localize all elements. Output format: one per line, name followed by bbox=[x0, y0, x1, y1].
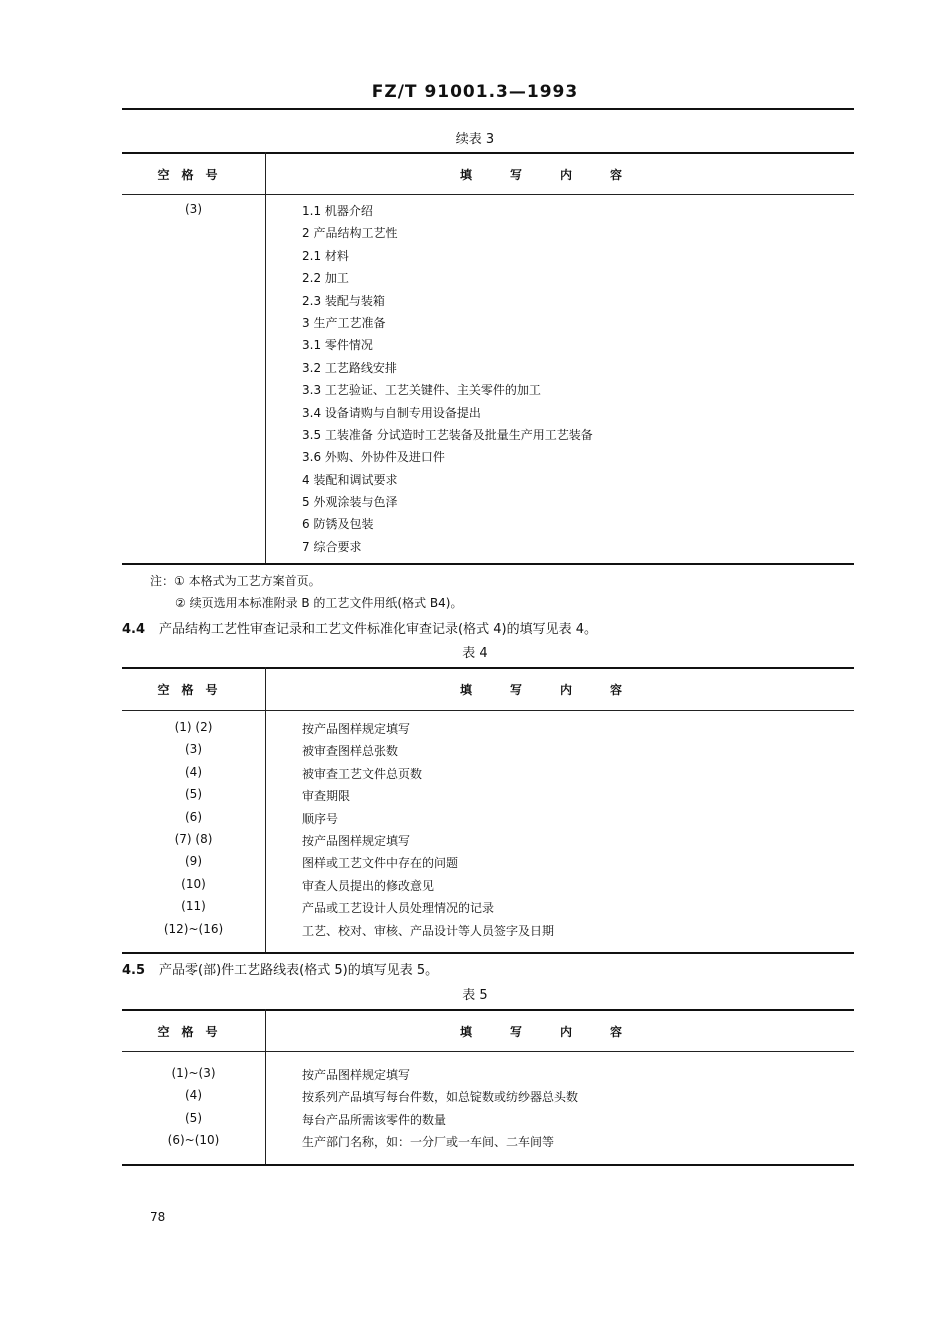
row-value: 3.3 工艺验证、工艺关键件、主关零件的加工 bbox=[302, 383, 541, 398]
row-key: (7) (8) bbox=[174, 831, 213, 846]
table5-head-rule bbox=[122, 1051, 854, 1052]
table-row bbox=[122, 829, 854, 851]
row-value: 3.2 工艺路线安排 bbox=[302, 360, 397, 375]
table-row bbox=[122, 378, 854, 400]
row-key: (10) bbox=[181, 876, 206, 891]
row-value: 1.1 机器介绍 bbox=[302, 204, 373, 218]
row-key: (1) (2) bbox=[174, 720, 213, 734]
table-row bbox=[122, 445, 854, 467]
row-value: 2.1 材料 bbox=[302, 248, 349, 263]
table-row bbox=[122, 896, 854, 918]
table-row bbox=[122, 717, 854, 739]
table5-col-right: 填写内容 bbox=[459, 1025, 660, 1039]
table-row bbox=[122, 1108, 854, 1130]
table5-caption: 表 5 bbox=[462, 988, 488, 1003]
table-row bbox=[122, 423, 854, 445]
table-row bbox=[122, 244, 854, 266]
row-value: 生产部门名称，如：一分厂或一车间、二车间等 bbox=[302, 1135, 555, 1150]
section-text: 产品零(部)件工艺路线表(格式 5)的填写见表 5。 bbox=[159, 963, 439, 978]
row-value: 每台产品所需该零件的数量 bbox=[302, 1112, 447, 1127]
page-number: 78 bbox=[150, 1210, 166, 1224]
table5-col-left: 空格号 bbox=[157, 1025, 230, 1039]
row-value: 按产品图样规定填写 bbox=[302, 833, 411, 848]
row-value: 4 装配和调试要求 bbox=[302, 472, 398, 487]
table4-bottom-rule bbox=[122, 952, 854, 954]
section-number: 4.4 bbox=[122, 622, 146, 637]
row-key: (4) bbox=[185, 1088, 202, 1103]
row-key: (5) bbox=[185, 787, 202, 802]
row-key: (6)~(10) bbox=[167, 1133, 220, 1148]
table-row bbox=[122, 199, 854, 221]
table4-head-rule bbox=[122, 710, 854, 711]
row-value: 产品或工艺设计人员处理情况的记录 bbox=[302, 901, 495, 916]
row-value: 审查人员提出的修改意见 bbox=[302, 878, 435, 893]
row-key: (4) bbox=[185, 764, 202, 779]
table-row bbox=[122, 311, 854, 333]
header-rule bbox=[122, 108, 854, 110]
row-value: 图样或工艺文件中存在的问题 bbox=[302, 856, 459, 871]
table-row bbox=[122, 807, 854, 829]
row-key: (9) bbox=[185, 854, 202, 869]
row-value: 审查期限 bbox=[302, 789, 351, 804]
table4-col-right: 填写内容 bbox=[459, 683, 660, 697]
row-value: 按系列产品填写每台件数，如总锭数或纺纱器总头数 bbox=[302, 1090, 579, 1105]
standard-code: FZ/T 91001.3—1993 bbox=[371, 82, 579, 102]
table3-col-right: 填写内容 bbox=[459, 168, 660, 182]
row-value: 5 外观涂装与色泽 bbox=[302, 495, 398, 510]
row-key: (3) bbox=[185, 202, 202, 216]
table-row bbox=[122, 289, 854, 311]
table-row bbox=[122, 739, 854, 761]
row-key: (5) bbox=[185, 1110, 202, 1125]
table-row bbox=[122, 401, 854, 423]
table-row bbox=[122, 874, 854, 896]
row-value: 2.3 装配与装箱 bbox=[302, 293, 385, 308]
row-value: 被审查图样总张数 bbox=[302, 744, 399, 759]
row-value: 6 防锈及包装 bbox=[302, 517, 374, 532]
row-value: 被审查工艺文件总页数 bbox=[302, 766, 423, 781]
table-row bbox=[122, 1063, 854, 1085]
section-4-4 bbox=[122, 618, 597, 637]
row-value: 3 生产工艺准备 bbox=[302, 315, 386, 330]
section-text: 产品结构工艺性审查记录和工艺文件标准化审查记录(格式 4)的填写见表 4。 bbox=[159, 622, 597, 637]
row-key: (11) bbox=[181, 899, 206, 914]
row-value: 工艺、校对、审核、产品设计等人员签字及日期 bbox=[302, 923, 555, 938]
note-2: ② 续页选用本标准附录 B 的工艺文件用纸(格式 B4)。 bbox=[175, 596, 463, 610]
row-value: 3.5 工装准备 分试造时工艺装备及批量生产用工艺装备 bbox=[302, 427, 593, 442]
row-value: 3.1 零件情况 bbox=[302, 338, 373, 353]
table3-col-left: 空格号 bbox=[157, 168, 230, 182]
row-value: 2 产品结构工艺性 bbox=[302, 226, 398, 241]
table5-body bbox=[122, 1063, 854, 1153]
table-row bbox=[122, 468, 854, 490]
table-row bbox=[122, 512, 854, 534]
table-row bbox=[122, 851, 854, 873]
table-row bbox=[122, 762, 854, 784]
table3-body bbox=[122, 199, 854, 557]
table-row bbox=[122, 535, 854, 557]
row-value: 3.6 外购、外协件及进口件 bbox=[302, 450, 445, 465]
table-row bbox=[122, 1130, 854, 1152]
row-value: 顺序号 bbox=[302, 811, 339, 826]
row-key: (3) bbox=[185, 742, 202, 757]
table-row bbox=[122, 356, 854, 378]
table5-top-rule bbox=[122, 1009, 854, 1011]
section-4-5 bbox=[122, 959, 438, 978]
row-key: (1)~(3) bbox=[171, 1066, 216, 1080]
row-key: (12)~(16) bbox=[163, 921, 224, 936]
row-key: (6) bbox=[185, 809, 202, 824]
table4-col-left: 空格号 bbox=[157, 683, 230, 697]
table3-head-rule bbox=[122, 194, 854, 195]
table-row bbox=[122, 266, 854, 288]
section-number: 4.5 bbox=[122, 963, 146, 978]
table-row bbox=[122, 490, 854, 512]
table-row bbox=[122, 221, 854, 243]
table3-bottom-rule bbox=[122, 563, 854, 565]
row-value: 3.4 设备请购与自制专用设备提出 bbox=[302, 405, 481, 420]
table-row bbox=[122, 919, 854, 941]
table3-top-rule bbox=[122, 152, 854, 154]
row-value: 2.2 加工 bbox=[302, 271, 349, 286]
table4-top-rule bbox=[122, 667, 854, 669]
note-1: 注：① 本格式为工艺方案首页。 bbox=[150, 574, 321, 588]
table-row bbox=[122, 784, 854, 806]
table-row bbox=[122, 1085, 854, 1107]
table3-caption: 续表 3 bbox=[455, 132, 495, 147]
row-value: 按产品图样规定填写 bbox=[302, 722, 411, 736]
table4-body bbox=[122, 717, 854, 941]
table5-bottom-rule bbox=[122, 1164, 854, 1166]
table4-caption: 表 4 bbox=[462, 646, 488, 661]
row-value: 7 综合要求 bbox=[302, 539, 362, 554]
table-row bbox=[122, 333, 854, 355]
row-value: 按产品图样规定填写 bbox=[302, 1068, 411, 1082]
